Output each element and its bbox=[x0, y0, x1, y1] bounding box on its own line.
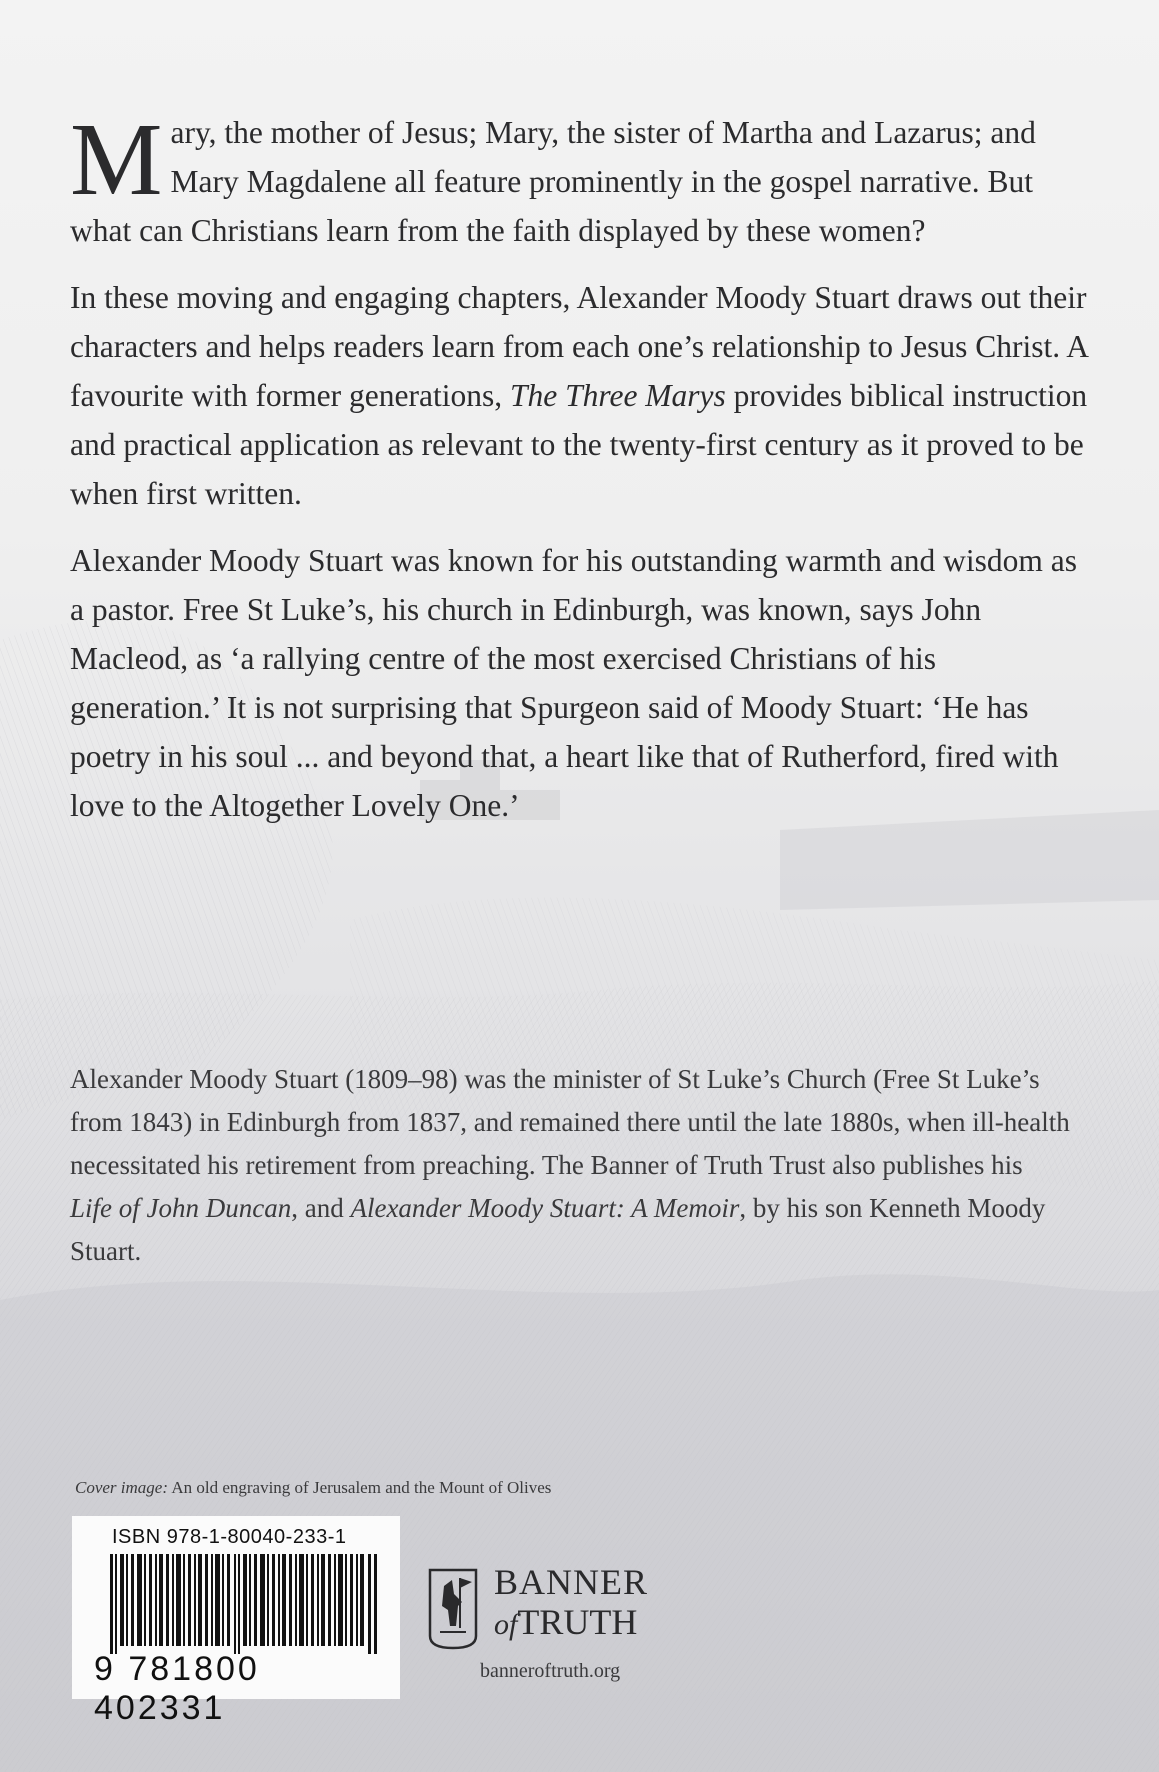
drop-cap: M bbox=[70, 102, 163, 217]
bio-text-middle: , and bbox=[291, 1193, 351, 1223]
blurb-paragraph-1 bbox=[70, 102, 1090, 255]
bio-text-start: Alexander Moody Stuart (1809–98) was the minister of St Luke’s Church (Free St Luke’s from 1843) in Edinburgh from 1837, and remained there until the late 1880s, when ill-health necessitated his retirement from preaching. The Banner of Truth Trust also publishes his bbox=[70, 1064, 1070, 1180]
publisher-name-line-2 bbox=[494, 1602, 648, 1645]
isbn-text: ISBN 978-1-80040-233-1 bbox=[112, 1526, 347, 1548]
caption-label: Cover image: bbox=[75, 1478, 169, 1497]
blurb-paragraph-1-text: ary, the mother of Jesus; Mary, the sister of Martha and Lazarus; and Mary Magdalene all feature prominently in the gospel narrative. But what can Christians learn from the faith displayed by these women? bbox=[70, 115, 1036, 248]
publisher-name bbox=[494, 1562, 648, 1645]
blurb-paragraph-2-end: provides biblical instruction and practical application as relevant to the twenty-first century as it proved to be when first written. bbox=[70, 378, 1088, 511]
bio-title-1: Life of John Duncan bbox=[70, 1193, 292, 1223]
blurb bbox=[70, 102, 1090, 848]
barcode-digits: 9 781800 402331 bbox=[94, 1650, 260, 1727]
publisher-name-line-1: BANNER bbox=[494, 1562, 649, 1602]
barcode-box bbox=[72, 1516, 400, 1727]
publisher-website: banneroftruth.org bbox=[480, 1660, 621, 1682]
barcode-icon bbox=[110, 1554, 380, 1654]
book-title: The Three Marys bbox=[509, 378, 726, 413]
banner-of-truth-logo-icon bbox=[422, 1566, 484, 1650]
bio-title-2: Alexander Moody Stuart: A Memoir bbox=[350, 1193, 740, 1223]
publisher-truth: TRUTH bbox=[517, 1602, 638, 1642]
blurb-paragraph-2-start: In these moving and engaging chapters, Alexander Moody Stuart draws out their characters and helps readers learn from each one’s relationship to Jesus Christ. A favourite with former generations, bbox=[70, 280, 1088, 413]
cover-image-caption bbox=[75, 1478, 551, 1498]
author-bio bbox=[70, 1058, 1070, 1273]
publisher-of: of bbox=[494, 1608, 518, 1641]
blurb-paragraph-3: Alexander Moody Stuart was known for his outstanding warmth and wisdom as a pastor. Free St Luke’s, his church in Edinburgh, was known, says John Macleod, as ‘a rallying centre of the most exercised Christians of his generation.’ It is not surprising that Spurgeon said of Moody Stuart: ‘He has poetry in his soul ... and beyond that, a heart like that of Rutherford, fired with love to the Altogether Lovely One.’ bbox=[70, 543, 1077, 823]
blurb-paragraph-2 bbox=[70, 273, 1090, 518]
bio-text-end: , by his son Kenneth Moody Stuart. bbox=[70, 1193, 1046, 1266]
caption-text: An old engraving of Jerusalem and the Mount of Olives bbox=[168, 1478, 552, 1497]
